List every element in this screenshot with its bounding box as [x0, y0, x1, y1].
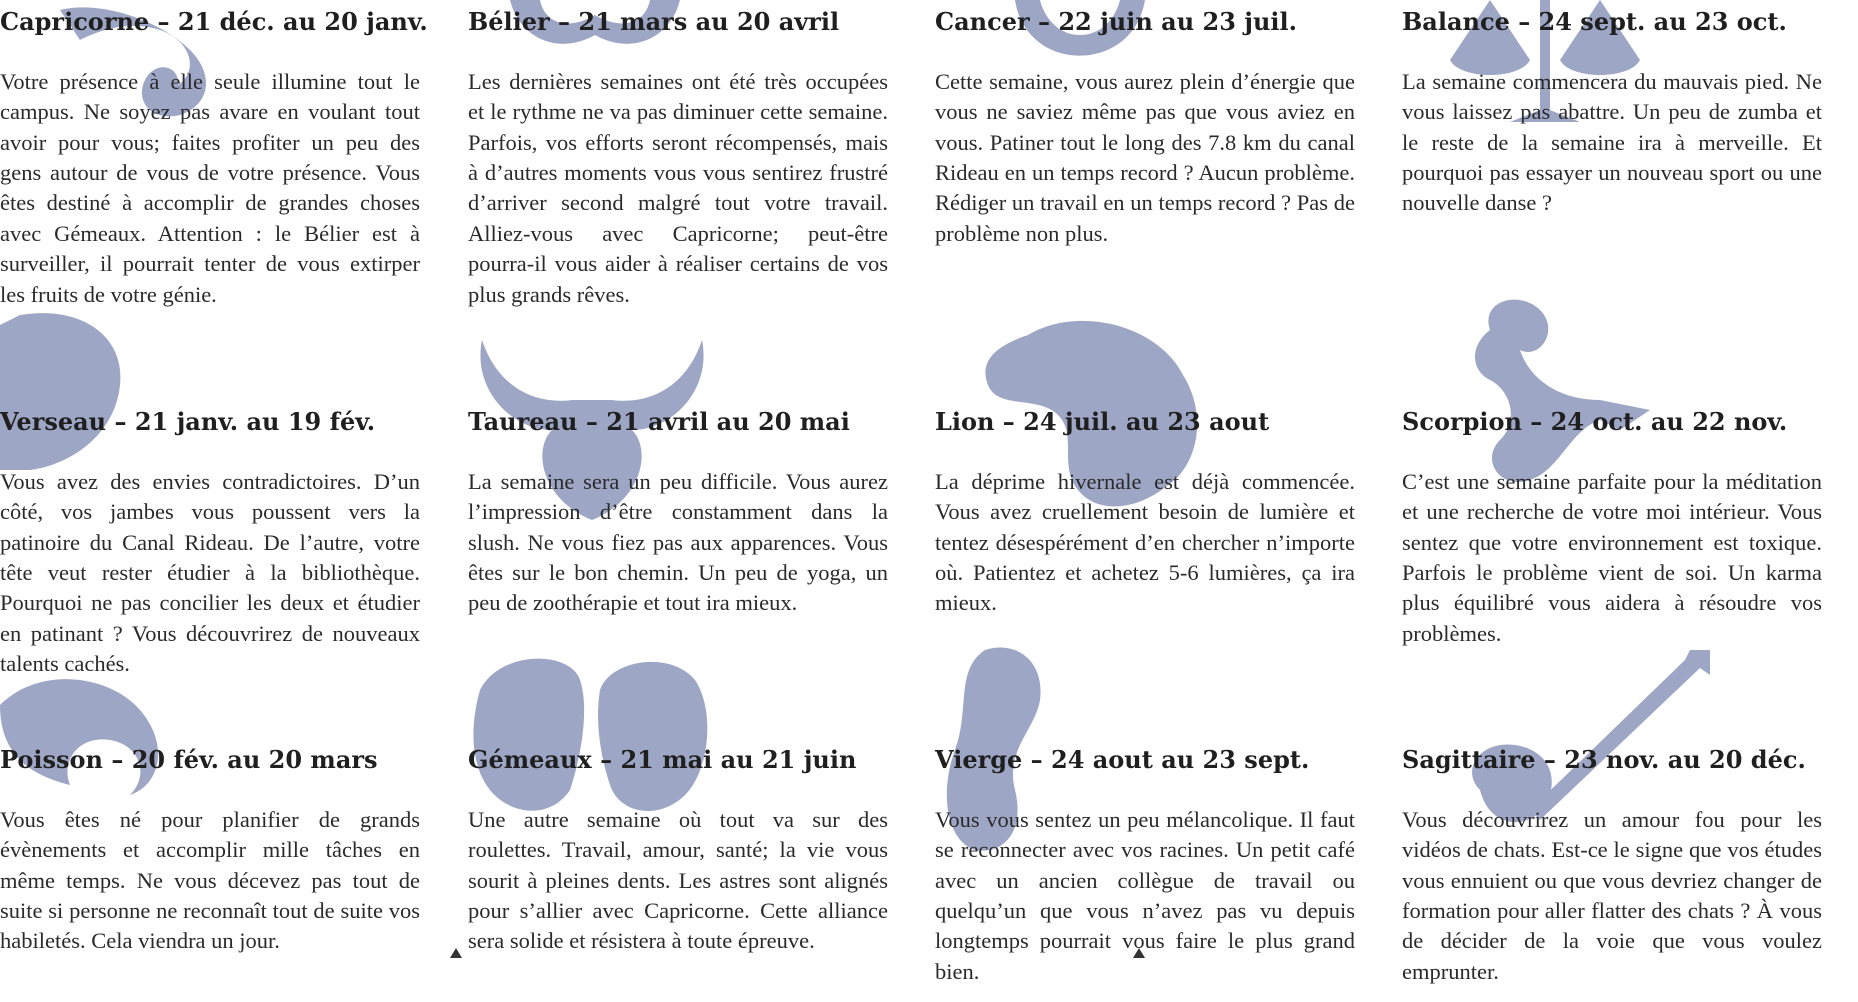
sign-title: Lion – 24 juil. au 23 aout	[935, 407, 1270, 436]
sign-text: Vous êtes né pour planifier de grands évènements et accomplir mille tâches en même temps. Ne vous décevez pas tout de suite si personne ne reconnaît tout de suite vos habiletés. Cela viendra un jour.	[0, 806, 420, 954]
pisces-icon	[0, 665, 220, 815]
sign-text: C’est une semaine parfaite pour la méditation et une recherche de votre moi intérieur. Vous sentez que votre environnement est toxique. Parfois le problème vient de soi. Un karma plus équilibré vous aidera à résoudre vos problèmes.	[1402, 468, 1822, 646]
aquarius-icon	[0, 305, 130, 475]
sign-title: Poisson – 20 fév. au 20 mars	[0, 745, 378, 774]
sign-text: Vous vous sentez un peu mélancolique. Il faut se reconnecter avec vos racines. Un petit café avec un ancien collègue de travail ou quelqu’un que vous n’avez pas vu depuis longtemps pourrait vous faire le plus grand bien.	[935, 806, 1355, 984]
sign-title: Gémeaux – 21 mai au 21 juin	[468, 745, 857, 774]
sign-text: La semaine commencera du mauvais pied. Ne vous laissez pas abattre. Un peu de zumba et le reste de la semaine ira à merveille. Et pourquoi pas essayer un nouveau sport ou une nouvelle danse ?	[1402, 68, 1822, 216]
sign-text: Votre présence à elle seule illumine tout le campus. Ne soyez pas avare en voulant tout avoir pour vous; faites profiter un peu des gens autour de vous de votre présence. Vous êtes destiné à accomplir de grandes choses avec Gémeaux. Attention : le Bélier est à surveiller, il pourrait tenter de vous extirper les fruits de votre génie.	[0, 68, 420, 307]
sign-title: Bélier – 21 mars au 20 avril	[468, 7, 840, 36]
sign-text: Les dernières semaines ont été très occupées et le rythme ne va pas diminuer cette semaine. Parfois, vos efforts seront récompensés, mais à d’autres moments vous vous sentirez frustré d’arriver second malgré tout votre travail. Alliez-vous avec Capricorne; peut-être pourra-il vous aider à réaliser certains de vos plus grands rêves.	[468, 68, 888, 307]
sign-text: La semaine sera un peu difficile. Vous aurez l’impression d’être constamment dans la slush. Ne vous fiez pas aux apparences. Vous êtes sur le bon chemin. Un peu de yoga, un peu de zoothérapie et tout ira mieux.	[468, 468, 888, 616]
sign-title: Capricorne – 21 déc. au 20 janv.	[0, 7, 428, 36]
sign-title: Balance – 24 sept. au 23 oct.	[1402, 7, 1787, 36]
sign-text: Vous découvrirez un amour fou pour les vidéos de chats. Est-ce le signe que vos études vous ennuient ou que vous devriez changer de formation pour aller flatter des chats ? À vous de décider de la voie que vous voulez emprunter.	[1402, 806, 1822, 984]
sign-title: Cancer – 22 juin au 23 juil.	[935, 7, 1297, 36]
sign-text: La déprime hivernale est déjà commencée. Vous avez cruellement besoin de lumière et tentez désespérément d’en chercher n’importe où. Patientez et achetez 5-6 lumières, ça ira mieux.	[935, 468, 1355, 616]
sign-title: Vierge – 24 aout au 23 sept.	[935, 745, 1310, 774]
gemini-icon	[470, 650, 710, 825]
sign-title: Scorpion – 24 oct. au 22 nov.	[1402, 407, 1788, 436]
sign-title: Taureau – 21 avril au 20 mai	[468, 407, 850, 436]
triangle-mark	[450, 948, 462, 958]
sign-text: Vous avez des envies contradictoires. D’un côté, vos jambes vous poussent vers la patinoire du Canal Rideau. De l’autre, votre tête veut rester étudier à la bibliothèque. Pourquoi ne pas concilier les deux et étudier en patinant ? Vous découvrirez de nouveaux talents cachés.	[0, 468, 420, 677]
sign-text: Une autre semaine où tout va sur des roulettes. Travail, amour, santé; la vie vous sourit à pleines dents. Les astres sont alignés pour s’allier avec Capricorne. Cette alliance sera solide et résistera à toute épreuve.	[468, 806, 888, 954]
sign-title: Sagittaire – 23 nov. au 20 déc.	[1402, 745, 1806, 774]
triangle-mark	[1133, 948, 1145, 958]
sign-title: Verseau – 21 janv. au 19 fév.	[0, 407, 376, 436]
sign-text: Cette semaine, vous aurez plein d’énergie que vous ne saviez même pas que vous aviez en vous. Patiner tout le long des 7.8 km du canal Rideau en un temps record ? Aucun problème. Rédiger un travail en un temps record ? Pas de problème non plus.	[935, 68, 1355, 246]
